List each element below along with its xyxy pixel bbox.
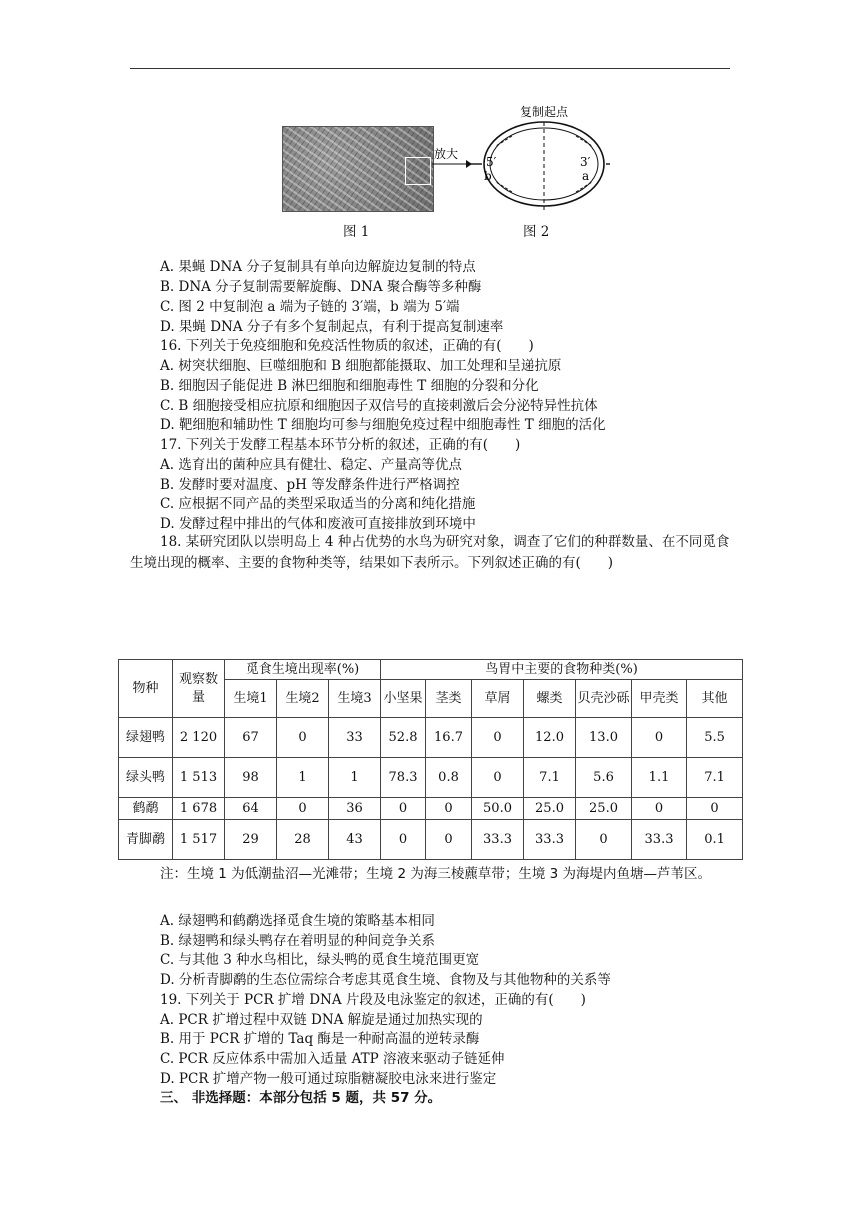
cell: 0 — [687, 798, 743, 820]
q18-option-b: B. 绿翅鸭和绿头鸭存在着明显的种间竞争关系 — [160, 933, 436, 949]
figure-1-micrograph — [282, 126, 434, 212]
cell: 0.1 — [687, 820, 743, 860]
q19-stem: 19. 下列关于 PCR 扩增 DNA 片段及电泳鉴定的叙述，正确的有( ) — [160, 992, 586, 1008]
q18-stem: 18. 某研究团队以崇明岛上 4 种占优势的水鸟为研究对象，调查了它们的种群数量、在不同觅食生境出现的概率、主要的食物种类等，结果如下表所示。下列叙述正确的有( ) — [130, 534, 730, 571]
q16-stem: 16. 下列关于免疫细胞和免疫活性物质的叙述，正确的有( ) — [160, 338, 534, 354]
table-header-row-1 — [119, 660, 743, 680]
q15-option-c: C. 图 2 中复制泡 a 端为子链的 3′端，b 端为 5′端 — [160, 299, 460, 315]
q17-option-a: A. 选育出的菌种应具有健壮、稳定、产量高等优点 — [160, 457, 462, 473]
cell: 0 — [426, 820, 472, 860]
q16-option-b: B. 细胞因子能促进 B 淋巴细胞和细胞毒性 T 细胞的分裂和分化 — [160, 378, 539, 394]
cell: 33.3 — [472, 820, 524, 860]
header-food-crustaceans: 甲壳类 — [632, 680, 687, 718]
figure-1-caption: 图 1 — [343, 224, 370, 240]
header-food-shell-grit: 贝壳沙砾 — [576, 680, 632, 718]
cell: 33.3 — [632, 820, 687, 860]
magnify-box — [405, 157, 431, 185]
row-species: 鹤鹬 — [119, 798, 173, 820]
q19-option-a: A. PCR 扩增过程中双链 DNA 解旋是通过加热实现的 — [160, 1012, 483, 1028]
q16-option-d: D. 靶细胞和辅助性 T 细胞均可参与细胞免疫过程中细胞毒性 T 细胞的活化 — [160, 417, 606, 433]
cell: 1 — [277, 758, 329, 798]
q15-option-a: A. 果蝇 DNA 分子复制具有单向边解旋边复制的特点 — [160, 259, 476, 275]
cell: 16.7 — [426, 718, 472, 758]
cell: 0 — [381, 798, 426, 820]
q17-option-c: C. 应根据不同产品的类型采取适当的分离和纯化措施 — [160, 496, 476, 512]
cell: 29 — [225, 820, 277, 860]
cell: 67 — [225, 718, 277, 758]
q16-option-c: C. B 细胞接受相应抗原和细胞因子双信号的直接刺激后会分泌特异性抗体 — [160, 398, 598, 414]
cell: 0 — [632, 718, 687, 758]
cell: 78.3 — [381, 758, 426, 798]
q18-option-c: C. 与其他 3 种水鸟相比，绿头鸭的觅食生境范围更宽 — [160, 952, 480, 968]
row-count: 1 517 — [173, 820, 225, 860]
row-count: 2 120 — [173, 718, 225, 758]
cell: 0 — [381, 820, 426, 860]
cell: 7.1 — [524, 758, 576, 798]
cell: 7.1 — [687, 758, 743, 798]
cell: 0 — [277, 718, 329, 758]
cell: 28 — [277, 820, 329, 860]
q15-option-b: B. DNA 分子复制需要解旋酶、DNA 聚合酶等多种酶 — [160, 279, 482, 295]
table-note: 注：生境 1 为低潮盐沼—光滩带；生境 2 为海三棱藨草带；生境 3 为海堤内鱼塘—芦苇区。 — [160, 866, 712, 882]
cell: 0 — [632, 798, 687, 820]
cell: 33.3 — [524, 820, 576, 860]
cell: 25.0 — [576, 798, 632, 820]
table-row — [119, 820, 743, 860]
table-row — [119, 758, 743, 798]
cell: 5.5 — [687, 718, 743, 758]
cell: 5.6 — [576, 758, 632, 798]
cell: 13.0 — [576, 718, 632, 758]
header-rule — [130, 68, 730, 69]
cell: 0 — [472, 718, 524, 758]
cell: 0 — [576, 820, 632, 860]
q18-option-d: D. 分析青脚鹬的生态位需综合考虑其觅食生境、食物及与其他物种的关系等 — [160, 972, 611, 988]
cell: 0 — [472, 758, 524, 798]
cell: 0 — [426, 798, 472, 820]
header-count: 观察数量 — [173, 660, 225, 718]
cell: 1.1 — [632, 758, 687, 798]
cell: 50.0 — [472, 798, 524, 820]
header-food-group: 鸟胃中主要的食物种类(%) — [381, 660, 743, 680]
q15-option-d: D. 果蝇 DNA 分子有多个复制起点，有利于提高复制速率 — [160, 319, 504, 335]
cell: 64 — [225, 798, 277, 820]
figure-2-caption: 图 2 — [523, 224, 550, 240]
header-food-grass: 草屑 — [472, 680, 524, 718]
figure-2-replication-bubble — [432, 100, 612, 218]
header-species: 物种 — [119, 660, 173, 718]
cell: 0 — [277, 798, 329, 820]
row-count: 1 678 — [173, 798, 225, 820]
row-species: 青脚鹬 — [119, 820, 173, 860]
cell: 12.0 — [524, 718, 576, 758]
header-food-snails: 螺类 — [524, 680, 576, 718]
row-species: 绿头鸭 — [119, 758, 173, 798]
header-habitat-group: 觅食生境出现率(%) — [225, 660, 381, 680]
q18-option-a: A. 绿翅鸭和鹤鹬选择觅食生境的策略基本相同 — [160, 913, 435, 929]
q17-option-d: D. 发酵过程中排出的气体和废液可直接排放到环境中 — [160, 516, 476, 532]
label-3prime: 3′ — [580, 155, 591, 169]
q19-option-b: B. 用于 PCR 扩增的 Taq 酶是一种耐高温的逆转录酶 — [160, 1031, 480, 1047]
q18-data-table — [118, 659, 743, 860]
label-5prime: 5′ — [486, 155, 497, 169]
cell: 98 — [225, 758, 277, 798]
table-row — [119, 798, 743, 820]
cell: 25.0 — [524, 798, 576, 820]
q19-option-c: C. PCR 反应体系中需加入适量 ATP 溶液来驱动子链延伸 — [160, 1051, 505, 1067]
header-habitat-2: 生境2 — [277, 680, 329, 718]
cell: 1 — [329, 758, 381, 798]
cell: 43 — [329, 820, 381, 860]
q19-option-d: D. PCR 扩增产物一般可通过琼脂糖凝胶电泳来进行鉴定 — [160, 1071, 497, 1087]
header-habitat-1: 生境1 — [225, 680, 277, 718]
q17-stem: 17. 下列关于发酵工程基本环节分析的叙述，正确的有( ) — [160, 437, 521, 453]
table-row — [119, 718, 743, 758]
header-food-stems: 茎类 — [426, 680, 472, 718]
magnify-arrowhead — [466, 160, 472, 168]
replication-origin-label: 复制起点 — [519, 105, 569, 119]
magnify-label: 放大 — [434, 147, 459, 161]
section-3-heading: 三、 非选择题：本部分包括 5 题，共 57 分。 — [160, 1090, 442, 1106]
header-food-other: 其他 — [687, 680, 743, 718]
cell: 0.8 — [426, 758, 472, 798]
cell: 36 — [329, 798, 381, 820]
header-food-nuts: 小坚果 — [381, 680, 426, 718]
label-a: a — [582, 169, 590, 183]
row-species: 绿翅鸭 — [119, 718, 173, 758]
cell: 52.8 — [381, 718, 426, 758]
q16-option-a: A. 树突状细胞、巨噬细胞和 B 细胞都能摄取、加工处理和呈递抗原 — [160, 358, 562, 374]
cell: 33 — [329, 718, 381, 758]
row-count: 1 513 — [173, 758, 225, 798]
q17-option-b: B. 发酵时要对温度、pH 等发酵条件进行严格调控 — [160, 477, 460, 493]
label-b: b — [484, 169, 492, 183]
header-habitat-3: 生境3 — [329, 680, 381, 718]
